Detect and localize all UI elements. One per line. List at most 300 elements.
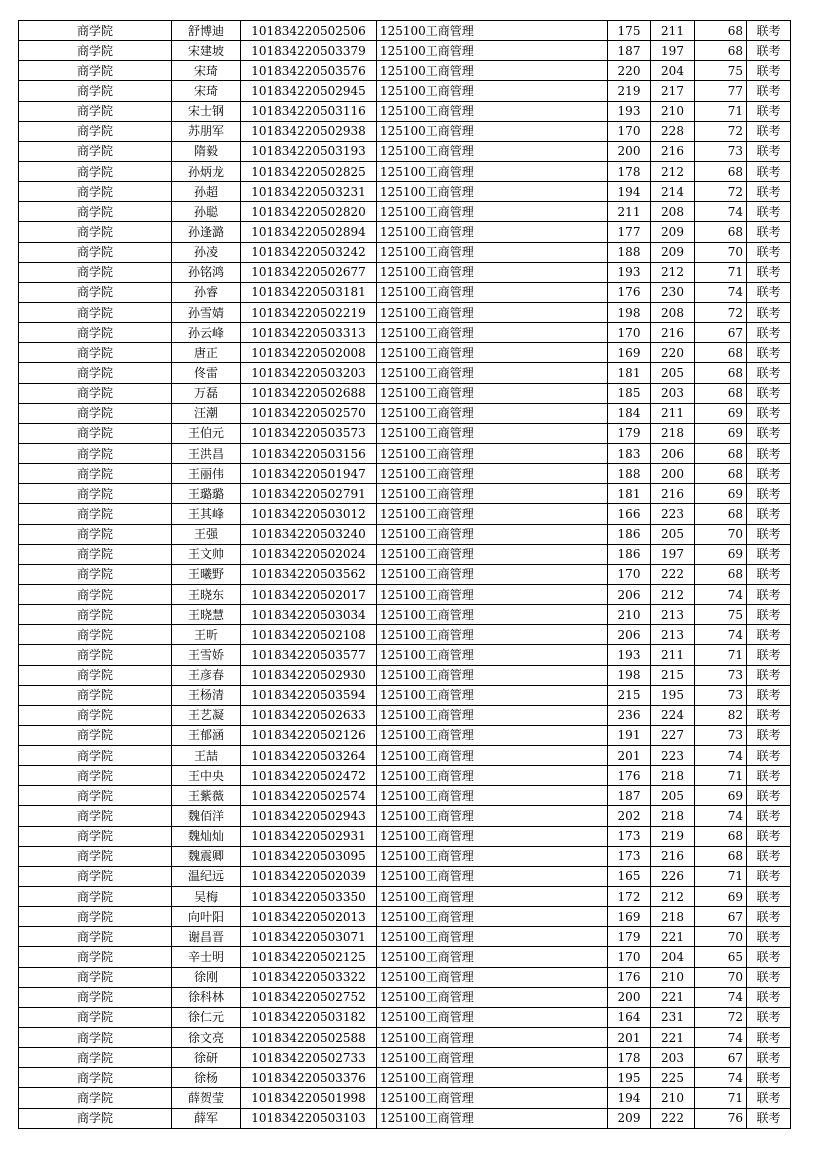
exam-id-cell: 101834220502825 <box>241 161 377 181</box>
score-1-cell: 173 <box>608 846 651 866</box>
college-cell: 商学院 <box>19 161 172 181</box>
score-1-cell: 206 <box>608 625 651 645</box>
score-2-cell: 218 <box>651 907 695 927</box>
table-row <box>19 302 791 322</box>
exam-type-cell: 联考 <box>747 907 791 927</box>
college-cell: 商学院 <box>19 484 172 504</box>
score-1-cell: 176 <box>608 967 651 987</box>
exam-id-cell: 101834220502219 <box>241 302 377 322</box>
score-2-cell: 230 <box>651 282 695 302</box>
college-cell: 商学院 <box>19 866 172 886</box>
exam-id-cell: 101834220502588 <box>241 1028 377 1048</box>
score-2-cell: 223 <box>651 504 695 524</box>
major-cell: 125100工商管理 <box>377 605 608 625</box>
college-cell: 商学院 <box>19 846 172 866</box>
major-cell: 125100工商管理 <box>377 786 608 806</box>
score-2-cell: 214 <box>651 182 695 202</box>
score-3-cell: 74 <box>695 625 747 645</box>
score-3-cell: 68 <box>695 363 747 383</box>
exam-type-cell: 联考 <box>747 323 791 343</box>
score-3-cell: 71 <box>695 262 747 282</box>
major-cell: 125100工商管理 <box>377 725 608 745</box>
major-cell: 125100工商管理 <box>377 746 608 766</box>
score-1-cell: 194 <box>608 182 651 202</box>
score-1-cell: 202 <box>608 806 651 826</box>
exam-id-cell: 101834220503116 <box>241 101 377 121</box>
exam-id-cell: 101834220503562 <box>241 564 377 584</box>
major-cell: 125100工商管理 <box>377 705 608 725</box>
exam-id-cell: 101834220502570 <box>241 403 377 423</box>
table-row <box>19 222 791 242</box>
major-cell: 125100工商管理 <box>377 161 608 181</box>
college-cell: 商学院 <box>19 504 172 524</box>
table-row <box>19 927 791 947</box>
major-cell: 125100工商管理 <box>377 182 608 202</box>
score-1-cell: 178 <box>608 1048 651 1068</box>
score-3-cell: 68 <box>695 826 747 846</box>
exam-id-cell: 101834220503350 <box>241 887 377 907</box>
score-2-cell: 221 <box>651 987 695 1007</box>
score-2-cell: 206 <box>651 443 695 463</box>
student-name-cell: 王伯元 <box>172 423 241 443</box>
score-2-cell: 211 <box>651 403 695 423</box>
score-2-cell: 218 <box>651 766 695 786</box>
score-3-cell: 74 <box>695 584 747 604</box>
score-2-cell: 213 <box>651 625 695 645</box>
exam-id-cell: 101834220503231 <box>241 182 377 202</box>
score-1-cell: 187 <box>608 41 651 61</box>
table-row <box>19 242 791 262</box>
exam-type-cell: 联考 <box>747 705 791 725</box>
table-row <box>19 61 791 81</box>
exam-type-cell: 联考 <box>747 665 791 685</box>
score-2-cell: 227 <box>651 725 695 745</box>
college-cell: 商学院 <box>19 1108 172 1128</box>
exam-id-cell: 101834220502024 <box>241 544 377 564</box>
score-1-cell: 170 <box>608 323 651 343</box>
exam-type-cell: 联考 <box>747 625 791 645</box>
exam-type-cell: 联考 <box>747 282 791 302</box>
score-1-cell: 198 <box>608 665 651 685</box>
score-2-cell: 217 <box>651 81 695 101</box>
score-1-cell: 186 <box>608 544 651 564</box>
exam-id-cell: 101834220503379 <box>241 41 377 61</box>
student-name-cell: 王璐璐 <box>172 484 241 504</box>
table-row <box>19 484 791 504</box>
major-cell: 125100工商管理 <box>377 665 608 685</box>
score-3-cell: 67 <box>695 1048 747 1068</box>
score-3-cell: 75 <box>695 605 747 625</box>
table-row <box>19 1007 791 1027</box>
table-row <box>19 907 791 927</box>
student-name-cell: 王昕 <box>172 625 241 645</box>
major-cell: 125100工商管理 <box>377 625 608 645</box>
student-name-cell: 孙云峰 <box>172 323 241 343</box>
student-name-cell: 王曦野 <box>172 564 241 584</box>
score-3-cell: 72 <box>695 1007 747 1027</box>
score-2-cell: 221 <box>651 927 695 947</box>
score-3-cell: 68 <box>695 161 747 181</box>
exam-id-cell: 101834220503193 <box>241 141 377 161</box>
major-cell: 125100工商管理 <box>377 443 608 463</box>
score-3-cell: 68 <box>695 464 747 484</box>
exam-id-cell: 101834220502752 <box>241 987 377 1007</box>
student-name-cell: 王晓东 <box>172 584 241 604</box>
exam-type-cell: 联考 <box>747 766 791 786</box>
exam-type-cell: 联考 <box>747 605 791 625</box>
major-cell: 125100工商管理 <box>377 242 608 262</box>
table-row <box>19 806 791 826</box>
score-1-cell: 170 <box>608 947 651 967</box>
score-3-cell: 68 <box>695 846 747 866</box>
student-name-cell: 舒博迪 <box>172 21 241 41</box>
score-2-cell: 224 <box>651 705 695 725</box>
score-1-cell: 172 <box>608 887 651 907</box>
table-row <box>19 786 791 806</box>
student-name-cell: 王晓慧 <box>172 605 241 625</box>
exam-type-cell: 联考 <box>747 343 791 363</box>
exam-type-cell: 联考 <box>747 423 791 443</box>
student-name-cell: 辛士明 <box>172 947 241 967</box>
college-cell: 商学院 <box>19 242 172 262</box>
student-name-cell: 魏灿灿 <box>172 826 241 846</box>
score-2-cell: 205 <box>651 524 695 544</box>
college-cell: 商学院 <box>19 705 172 725</box>
table-row <box>19 464 791 484</box>
table-row <box>19 987 791 1007</box>
college-cell: 商学院 <box>19 564 172 584</box>
exam-id-cell: 101834220502008 <box>241 343 377 363</box>
exam-type-cell: 联考 <box>747 746 791 766</box>
score-2-cell: 212 <box>651 584 695 604</box>
score-1-cell: 193 <box>608 101 651 121</box>
student-name-cell: 王其峰 <box>172 504 241 524</box>
score-2-cell: 212 <box>651 262 695 282</box>
major-cell: 125100工商管理 <box>377 464 608 484</box>
college-cell: 商学院 <box>19 141 172 161</box>
college-cell: 商学院 <box>19 323 172 343</box>
exam-id-cell: 101834220502125 <box>241 947 377 967</box>
exam-type-cell: 联考 <box>747 866 791 886</box>
score-3-cell: 74 <box>695 987 747 1007</box>
student-name-cell: 魏震卿 <box>172 846 241 866</box>
table-row <box>19 282 791 302</box>
exam-type-cell: 联考 <box>747 41 791 61</box>
college-cell: 商学院 <box>19 81 172 101</box>
table-row <box>19 423 791 443</box>
table-row <box>19 41 791 61</box>
student-name-cell: 孙凌 <box>172 242 241 262</box>
major-cell: 125100工商管理 <box>377 302 608 322</box>
major-cell: 125100工商管理 <box>377 564 608 584</box>
table-row <box>19 182 791 202</box>
score-2-cell: 216 <box>651 484 695 504</box>
table-row <box>19 21 791 41</box>
table-row <box>19 746 791 766</box>
score-2-cell: 197 <box>651 41 695 61</box>
table-row <box>19 967 791 987</box>
score-1-cell: 201 <box>608 746 651 766</box>
score-3-cell: 71 <box>695 101 747 121</box>
college-cell: 商学院 <box>19 1068 172 1088</box>
exam-type-cell: 联考 <box>747 967 791 987</box>
student-name-cell: 温纪远 <box>172 866 241 886</box>
score-1-cell: 181 <box>608 484 651 504</box>
exam-id-cell: 101834220503182 <box>241 1007 377 1027</box>
major-cell: 125100工商管理 <box>377 504 608 524</box>
score-2-cell: 209 <box>651 222 695 242</box>
score-3-cell: 67 <box>695 907 747 927</box>
college-cell: 商学院 <box>19 725 172 745</box>
score-1-cell: 184 <box>608 403 651 423</box>
exam-id-cell: 101834220503012 <box>241 504 377 524</box>
exam-type-cell: 联考 <box>747 101 791 121</box>
score-2-cell: 209 <box>651 242 695 262</box>
score-2-cell: 195 <box>651 685 695 705</box>
score-2-cell: 205 <box>651 363 695 383</box>
student-name-cell: 王紫薇 <box>172 786 241 806</box>
college-cell: 商学院 <box>19 262 172 282</box>
student-name-cell: 隋毅 <box>172 141 241 161</box>
score-2-cell: 223 <box>651 746 695 766</box>
score-1-cell: 185 <box>608 383 651 403</box>
college-cell: 商学院 <box>19 1007 172 1027</box>
exam-id-cell: 101834220502017 <box>241 584 377 604</box>
student-name-cell: 王中央 <box>172 766 241 786</box>
score-1-cell: 215 <box>608 685 651 705</box>
table-row <box>19 625 791 645</box>
score-1-cell: 198 <box>608 302 651 322</box>
exam-id-cell: 101834220502013 <box>241 907 377 927</box>
exam-type-cell: 联考 <box>747 383 791 403</box>
score-2-cell: 210 <box>651 967 695 987</box>
score-2-cell: 210 <box>651 101 695 121</box>
college-cell: 商学院 <box>19 1048 172 1068</box>
student-name-cell: 万磊 <box>172 383 241 403</box>
student-name-cell: 唐正 <box>172 343 241 363</box>
major-cell: 125100工商管理 <box>377 202 608 222</box>
student-name-cell: 吴梅 <box>172 887 241 907</box>
score-2-cell: 203 <box>651 1048 695 1068</box>
score-1-cell: 187 <box>608 786 651 806</box>
major-cell: 125100工商管理 <box>377 866 608 886</box>
score-2-cell: 204 <box>651 947 695 967</box>
score-3-cell: 76 <box>695 1108 747 1128</box>
table-row <box>19 504 791 524</box>
college-cell: 商学院 <box>19 1088 172 1108</box>
major-cell: 125100工商管理 <box>377 947 608 967</box>
score-3-cell: 70 <box>695 524 747 544</box>
score-3-cell: 68 <box>695 21 747 41</box>
table-row <box>19 1088 791 1108</box>
score-1-cell: 236 <box>608 705 651 725</box>
college-cell: 商学院 <box>19 101 172 121</box>
major-cell: 125100工商管理 <box>377 846 608 866</box>
exam-id-cell: 101834220502943 <box>241 806 377 826</box>
college-cell: 商学院 <box>19 887 172 907</box>
exam-id-cell: 101834220503313 <box>241 323 377 343</box>
student-name-cell: 孙炳龙 <box>172 161 241 181</box>
exam-id-cell: 101834220502688 <box>241 383 377 403</box>
score-3-cell: 71 <box>695 645 747 665</box>
student-name-cell: 苏朋军 <box>172 121 241 141</box>
score-1-cell: 178 <box>608 161 651 181</box>
score-2-cell: 218 <box>651 806 695 826</box>
score-1-cell: 179 <box>608 423 651 443</box>
table-row <box>19 403 791 423</box>
college-cell: 商学院 <box>19 423 172 443</box>
score-2-cell: 218 <box>651 423 695 443</box>
score-1-cell: 200 <box>608 987 651 1007</box>
student-name-cell: 王郁涵 <box>172 725 241 745</box>
score-3-cell: 69 <box>695 403 747 423</box>
college-cell: 商学院 <box>19 584 172 604</box>
student-name-cell: 徐杨 <box>172 1068 241 1088</box>
major-cell: 125100工商管理 <box>377 826 608 846</box>
score-2-cell: 210 <box>651 1088 695 1108</box>
student-name-cell: 王杨清 <box>172 685 241 705</box>
score-3-cell: 70 <box>695 927 747 947</box>
major-cell: 125100工商管理 <box>377 927 608 947</box>
score-2-cell: 208 <box>651 202 695 222</box>
student-name-cell: 徐刚 <box>172 967 241 987</box>
exam-id-cell: 101834220502574 <box>241 786 377 806</box>
student-name-cell: 王喆 <box>172 746 241 766</box>
exam-id-cell: 101834220502791 <box>241 484 377 504</box>
exam-type-cell: 联考 <box>747 504 791 524</box>
college-cell: 商学院 <box>19 443 172 463</box>
score-3-cell: 70 <box>695 967 747 987</box>
student-name-cell: 徐科林 <box>172 987 241 1007</box>
score-1-cell: 169 <box>608 907 651 927</box>
score-3-cell: 69 <box>695 544 747 564</box>
exam-type-cell: 联考 <box>747 363 791 383</box>
student-name-cell: 王强 <box>172 524 241 544</box>
major-cell: 125100工商管理 <box>377 121 608 141</box>
student-name-cell: 王洪昌 <box>172 443 241 463</box>
exam-id-cell: 101834220503242 <box>241 242 377 262</box>
score-3-cell: 68 <box>695 343 747 363</box>
college-cell: 商学院 <box>19 403 172 423</box>
college-cell: 商学院 <box>19 383 172 403</box>
exam-id-cell: 101834220502931 <box>241 826 377 846</box>
exam-id-cell: 101834220502930 <box>241 665 377 685</box>
score-2-cell: 216 <box>651 846 695 866</box>
score-3-cell: 68 <box>695 504 747 524</box>
score-1-cell: 169 <box>608 343 651 363</box>
exam-id-cell: 101834220502677 <box>241 262 377 282</box>
student-name-cell: 孙聪 <box>172 202 241 222</box>
table-row <box>19 564 791 584</box>
score-2-cell: 208 <box>651 302 695 322</box>
score-1-cell: 170 <box>608 564 651 584</box>
score-1-cell: 170 <box>608 121 651 141</box>
exam-id-cell: 101834220502938 <box>241 121 377 141</box>
table-row <box>19 524 791 544</box>
major-cell: 125100工商管理 <box>377 343 608 363</box>
exam-id-cell: 101834220502733 <box>241 1048 377 1068</box>
table-row <box>19 383 791 403</box>
table-row <box>19 1068 791 1088</box>
major-cell: 125100工商管理 <box>377 685 608 705</box>
student-name-cell: 孙逢潞 <box>172 222 241 242</box>
score-2-cell: 226 <box>651 866 695 886</box>
exam-type-cell: 联考 <box>747 524 791 544</box>
exam-type-cell: 联考 <box>747 1088 791 1108</box>
table-row <box>19 1048 791 1068</box>
major-cell: 125100工商管理 <box>377 1088 608 1108</box>
college-cell: 商学院 <box>19 605 172 625</box>
exam-id-cell: 101834220503573 <box>241 423 377 443</box>
exam-type-cell: 联考 <box>747 725 791 745</box>
college-cell: 商学院 <box>19 544 172 564</box>
student-name-cell: 宋士钢 <box>172 101 241 121</box>
score-2-cell: 213 <box>651 605 695 625</box>
student-name-cell: 汪潮 <box>172 403 241 423</box>
score-2-cell: 216 <box>651 323 695 343</box>
score-2-cell: 211 <box>651 21 695 41</box>
student-name-cell: 谢昌晋 <box>172 927 241 947</box>
exam-type-cell: 联考 <box>747 161 791 181</box>
score-3-cell: 73 <box>695 725 747 745</box>
college-cell: 商学院 <box>19 363 172 383</box>
college-cell: 商学院 <box>19 302 172 322</box>
exam-id-cell: 101834220503577 <box>241 645 377 665</box>
score-3-cell: 68 <box>695 564 747 584</box>
college-cell: 商学院 <box>19 786 172 806</box>
exam-id-cell: 101834220502126 <box>241 725 377 745</box>
score-2-cell: 211 <box>651 645 695 665</box>
exam-type-cell: 联考 <box>747 61 791 81</box>
student-name-cell: 薛贺莹 <box>172 1088 241 1108</box>
major-cell: 125100工商管理 <box>377 806 608 826</box>
college-cell: 商学院 <box>19 987 172 1007</box>
student-name-cell: 薛军 <box>172 1108 241 1128</box>
major-cell: 125100工商管理 <box>377 101 608 121</box>
score-2-cell: 221 <box>651 1028 695 1048</box>
college-cell: 商学院 <box>19 947 172 967</box>
score-1-cell: 173 <box>608 826 651 846</box>
exam-id-cell: 101834220503264 <box>241 746 377 766</box>
exam-id-cell: 101834220502945 <box>241 81 377 101</box>
student-name-cell: 王文帅 <box>172 544 241 564</box>
exam-id-cell: 101834220502633 <box>241 705 377 725</box>
exam-id-cell: 101834220503034 <box>241 605 377 625</box>
exam-type-cell: 联考 <box>747 182 791 202</box>
table-row <box>19 262 791 282</box>
score-3-cell: 74 <box>695 746 747 766</box>
exam-type-cell: 联考 <box>747 987 791 1007</box>
major-cell: 125100工商管理 <box>377 282 608 302</box>
major-cell: 125100工商管理 <box>377 141 608 161</box>
college-cell: 商学院 <box>19 41 172 61</box>
table-row <box>19 363 791 383</box>
table-row <box>19 887 791 907</box>
score-3-cell: 71 <box>695 1088 747 1108</box>
table-row <box>19 866 791 886</box>
score-1-cell: 176 <box>608 766 651 786</box>
score-3-cell: 69 <box>695 786 747 806</box>
score-1-cell: 193 <box>608 262 651 282</box>
exam-id-cell: 101834220503181 <box>241 282 377 302</box>
exam-type-cell: 联考 <box>747 1028 791 1048</box>
score-2-cell: 222 <box>651 564 695 584</box>
score-2-cell: 220 <box>651 343 695 363</box>
exam-id-cell: 101834220501947 <box>241 464 377 484</box>
major-cell: 125100工商管理 <box>377 61 608 81</box>
score-1-cell: 181 <box>608 363 651 383</box>
score-2-cell: 228 <box>651 121 695 141</box>
